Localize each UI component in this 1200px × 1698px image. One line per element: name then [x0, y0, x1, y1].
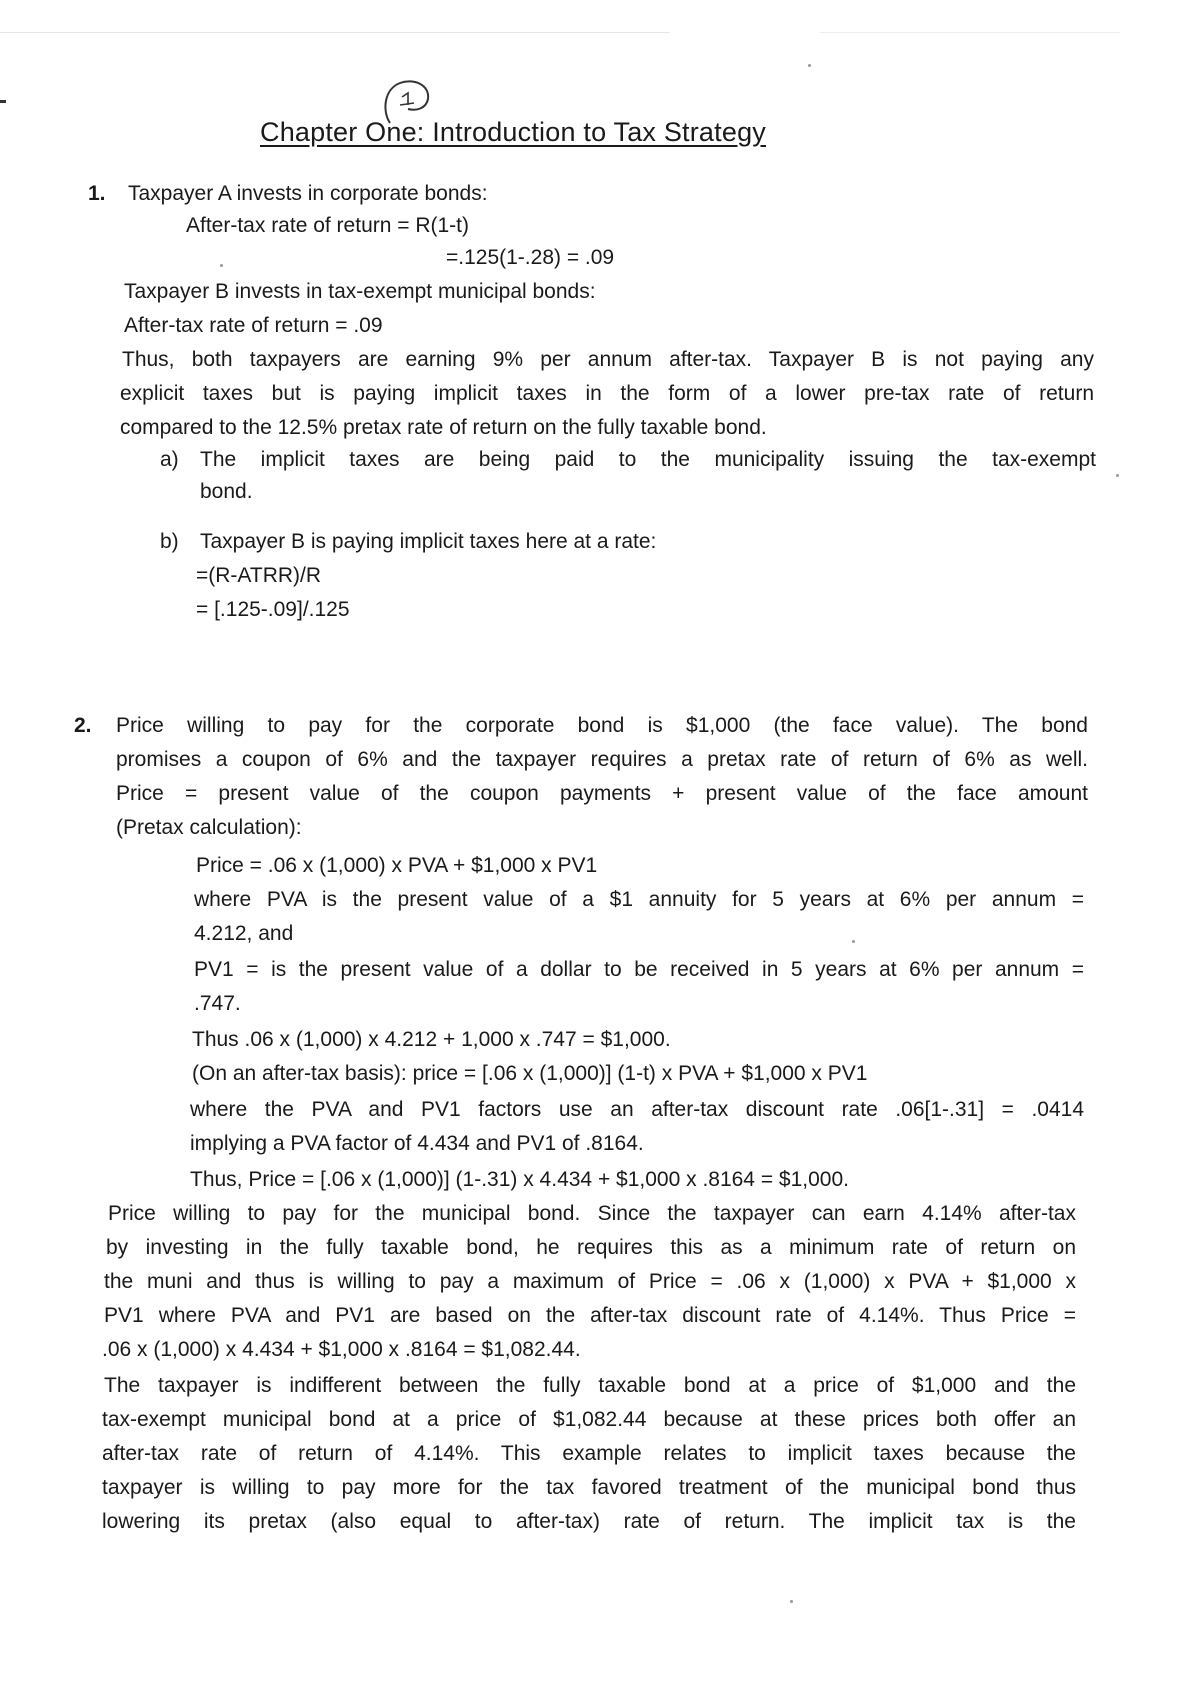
q2-conclusion-line: after-tax rate of return of 4.14%. This example relates to implicit taxes because the — [102, 1442, 1076, 1465]
q1-part-a-label: a) — [160, 448, 179, 471]
scan-speck — [1116, 474, 1119, 477]
scan-speck — [852, 940, 855, 943]
q1-line: explicit taxes but is paying implicit taxes in the form of a lower pre-tax rate of return — [120, 382, 1094, 405]
q2-muni-line: .06 x (1,000) x 4.434 + $1,000 x .8164 = $1,082.44. — [102, 1338, 581, 1361]
q2-intro-line: promises a coupon of 6% and the taxpayer requires a pretax rate of return of 6% as well. — [116, 748, 1088, 771]
q2-conclusion-line: lowering its pretax (also equal to after-tax) rate of return. The implicit tax is the — [102, 1510, 1076, 1533]
q2-calc-line: 4.212, and — [194, 922, 294, 945]
scan-speck — [808, 64, 811, 67]
q2-muni-line: by investing in the fully taxable bond, he requires this as a minimum rate of return on — [106, 1236, 1076, 1259]
q2-muni-line: Price willing to pay for the municipal bond. Since the taxpayer can earn 4.14% after-tax — [108, 1202, 1076, 1225]
q1-part-b-line: =(R-ATRR)/R — [196, 564, 322, 587]
q2-intro-line: (Pretax calculation): — [116, 816, 302, 839]
q1-line: compared to the 12.5% pretax rate of return on the fully taxable bond. — [120, 416, 767, 439]
q1-line: Taxpayer B invests in tax-exempt municipal bonds: — [124, 280, 596, 303]
q2-conclusion-line: The taxpayer is indifferent between the fully taxable bond at a price of $1,000 and the — [104, 1374, 1076, 1397]
q2-muni-line: the muni and thus is willing to pay a maximum of Price = .06 x (1,000) x PVA + $1,000 x — [104, 1270, 1076, 1293]
q1-part-b-line: Taxpayer B is paying implicit taxes here at a rate: — [200, 530, 657, 553]
scan-edge-line — [0, 32, 670, 33]
q2-calc-line: Price = .06 x (1,000) x PVA + $1,000 x PV1 — [196, 854, 598, 877]
q1-line: After-tax rate of return = .09 — [124, 314, 383, 337]
q1-part-a-line: bond. — [200, 480, 253, 503]
q1-part-b-line: = [.125-.09]/.125 — [196, 598, 350, 621]
q1-line: After-tax rate of return = R(1-t) — [186, 214, 470, 237]
q2-calc-line: PV1 = is the present value of a dollar to be received in 5 years at 6% per annum = — [194, 958, 1084, 981]
question-2-number: 2. — [74, 714, 92, 737]
q2-calc-line: .747. — [194, 992, 241, 1015]
q2-intro-line: Price = present value of the coupon payments + present value of the face amount — [116, 782, 1088, 805]
scan-edge-line-right — [820, 32, 1120, 33]
q1-part-b-label: b) — [160, 530, 179, 553]
page-title: Chapter One: Introduction to Tax Strategy — [260, 117, 766, 147]
question-1-number: 1. — [88, 182, 106, 205]
q2-calc-line: Thus, Price = [.06 x (1,000)] (1-.31) x 4.434 + $1,000 x .8164 = $1,000. — [190, 1168, 849, 1191]
q2-calc-line: (On an after-tax basis): price = [.06 x (1,000)] (1-t) x PVA + $1,000 x PV1 — [192, 1062, 868, 1085]
q2-muni-line: PV1 where PVA and PV1 are based on the after-tax discount rate of 4.14%. Thus Price = — [104, 1304, 1076, 1327]
q1-part-a-line: The implicit taxes are being paid to the municipality issuing the tax-exempt — [200, 448, 1096, 471]
q2-calc-line: where PVA is the present value of a $1 annuity for 5 years at 6% per annum = — [194, 888, 1084, 911]
q2-intro-line: Price willing to pay for the corporate bond is $1,000 (the face value). The bond — [116, 714, 1088, 737]
q2-conclusion-line: tax-exempt municipal bond at a price of $1,082.44 because at these prices both offer an — [102, 1408, 1076, 1431]
q1-line: Thus, both taxpayers are earning 9% per annum after-tax. Taxpayer B is not paying any — [122, 348, 1094, 371]
q2-calc-line: where the PVA and PV1 factors use an after-tax discount rate .06[1-.31] = .0414 — [190, 1098, 1084, 1121]
scan-speck — [790, 1600, 793, 1603]
q2-calc-line: Thus .06 x (1,000) x 4.212 + 1,000 x .747 = $1,000. — [192, 1028, 671, 1051]
q1-line: Taxpayer A invests in corporate bonds: — [128, 182, 488, 205]
q2-calc-line: implying a PVA factor of 4.434 and PV1 of .8164. — [190, 1132, 644, 1155]
scan-margin-mark — [0, 100, 6, 103]
scan-speck — [220, 264, 223, 267]
q2-conclusion-line: taxpayer is willing to pay more for the tax favored treatment of the municipal bond thus — [102, 1476, 1076, 1499]
q1-line: =.125(1-.28) = .09 — [446, 246, 615, 269]
